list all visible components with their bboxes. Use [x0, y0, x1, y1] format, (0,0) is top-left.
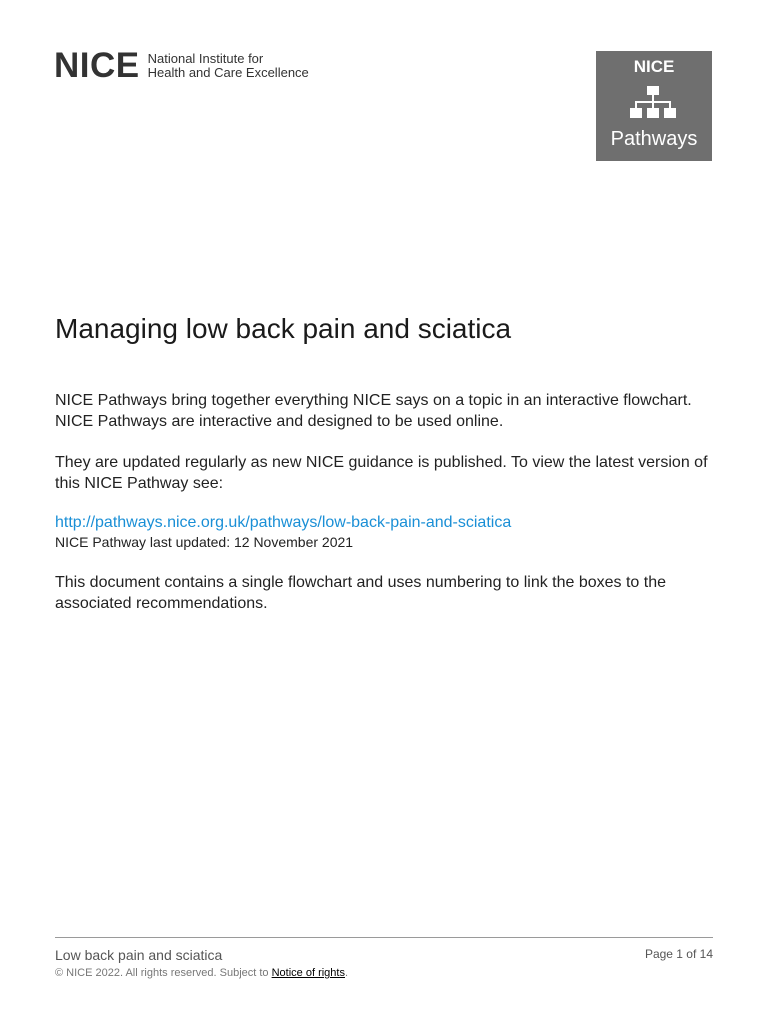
document-note-paragraph: This document contains a single flowchart and uses numbering to link the boxes to the associated recommendations. [55, 574, 667, 612]
copyright-text: © NICE 2022. All rights reserved. Subject to [55, 967, 269, 979]
footer-document-title: Low back pain and sciatica [55, 947, 223, 963]
logo-wordmark: NICE [54, 46, 140, 85]
pathway-link[interactable]: http://pathways.nice.org.uk/pathways/low-back-pain-and-sciatica [55, 514, 512, 531]
nice-logo [54, 48, 309, 84]
flowchart-icon [630, 86, 676, 122]
page-title: Managing low back pain and sciatica [55, 313, 512, 344]
copyright-suffix: . [344, 967, 349, 979]
copyright-notice [55, 966, 348, 980]
nice-pathways-badge [596, 51, 712, 161]
update-paragraph: They are updated regularly as new NICE guidance is published. To view the latest version of this NICE Pathway see: [55, 454, 708, 492]
page-number: Page 1 of 14 [644, 947, 713, 961]
badge-title: NICE [633, 57, 675, 76]
intro-paragraph: NICE Pathways bring together everything NICE says on a topic in an interactive flowchart. NICE Pathways are interactive and designed to be used online. [55, 392, 692, 430]
notice-of-rights-link[interactable]: Notice of rights [271, 967, 345, 979]
footer-divider [55, 937, 713, 938]
logo-subtitle-line1: National Institute for [147, 51, 264, 66]
badge-label: Pathways [610, 128, 698, 150]
logo-subtitle [148, 52, 309, 80]
last-updated-text: NICE Pathway last updated: 12 November 2021 [55, 534, 354, 550]
logo-subtitle-line2: Health and Care Excellence [147, 65, 309, 80]
